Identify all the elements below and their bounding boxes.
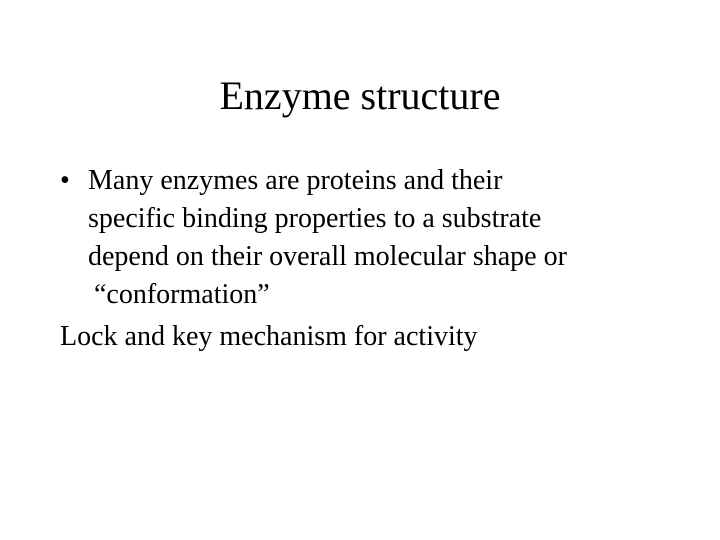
bullet-line-2: specific binding properties to a substrate	[88, 203, 542, 234]
bullet-icon: •	[60, 165, 70, 196]
bullet-line-1: Many enzymes are proteins and their	[88, 165, 503, 196]
body-line: Lock and key mechanism for activity	[60, 321, 478, 352]
slide-body	[60, 162, 680, 356]
bullet-line-3: depend on their overall molecular shape or	[88, 241, 567, 272]
bullet-line-4: “conformation”	[94, 279, 270, 310]
bullet-item	[60, 162, 680, 314]
slide-title: Enzyme structure	[219, 73, 501, 118]
